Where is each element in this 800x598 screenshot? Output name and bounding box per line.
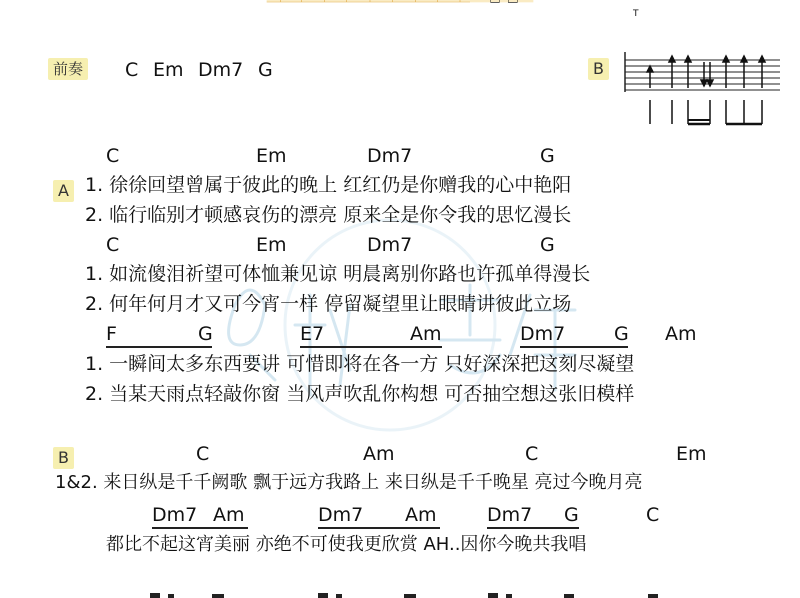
b2-chord-3: Dm7 [318, 504, 364, 526]
a2-lyric-1: 1. 如流傻泪祈望可体恤兼见谅 明晨离别你路也许孤单得漫长 [85, 263, 591, 285]
a3-chord-7: Am [665, 323, 697, 345]
b-lyric-1: 1&2. 来日纵是千千阙歌 飘于远方我路上 来日纵是千千晚星 亮过今晚月亮 [55, 472, 643, 493]
b-chord-3: C [525, 443, 539, 465]
a1-lyric-2: 2. 临行临别才顿感哀伤的漂亮 原来全是你令我的思忆漫长 [85, 204, 572, 226]
tab-t-label: T [633, 9, 639, 19]
b-lyric-2: 都比不起这宵美丽 亦绝不可使我更欣赏 AH..因你今晚共我唱 [106, 534, 587, 555]
b-chord-4: Em [676, 443, 707, 465]
a3-lyric-1: 1. 一瞬间太多东西要讲 可惜即将在各一方 只好深深把这刻尽凝望 [85, 353, 635, 375]
strum-pattern-tab [620, 52, 790, 128]
a3-chord-1: F [106, 323, 117, 345]
b-chord-2: Am [363, 443, 395, 465]
b2-chord-1: Dm7 [152, 504, 198, 526]
a2-chord-4: G [540, 234, 555, 256]
bottom-cutoff-fragment [0, 588, 800, 598]
a3-chord-2: G [198, 323, 213, 345]
a1-chord-3: Dm7 [367, 145, 413, 167]
b-chord-1: C [196, 443, 210, 465]
intro-tag: 前奏 [48, 58, 88, 80]
a1-chord-4: G [540, 145, 555, 167]
b2-chord-5: Dm7 [487, 504, 533, 526]
a3-chord-underline-1 [106, 346, 212, 348]
a3-chord-underline-2 [300, 346, 442, 348]
b2-chord-4: Am [405, 504, 437, 526]
b2-chord-2: Am [213, 504, 245, 526]
a3-chord-5: Dm7 [520, 323, 566, 345]
a3-chord-underline-3 [520, 346, 628, 348]
a3-chord-6: G [614, 323, 629, 345]
intro-chord-3: Dm7 [198, 59, 244, 81]
a3-chord-4: Am [410, 323, 442, 345]
section-b-tag: B [53, 447, 74, 469]
a1-lyric-1: 1. 徐徐回望曾属于彼此的晚上 红红仍是你赠我的心中艳阳 [85, 174, 572, 196]
b2-chord-underline-1 [152, 527, 248, 529]
intro-chord-2: Em [153, 59, 184, 81]
a3-lyric-2: 2. 当某天雨点轻敲你窗 当风声吹乱你构想 可否抽空想这张旧模样 [85, 383, 635, 405]
intro-chord-1: C [125, 59, 139, 81]
a2-chord-2: Em [256, 234, 287, 256]
a2-chord-3: Dm7 [367, 234, 413, 256]
strum-tag: B [588, 58, 609, 80]
top-staff-fragment [0, 0, 800, 10]
a3-chord-3: E7 [300, 323, 325, 345]
b2-chord-6: G [564, 504, 579, 526]
a2-chord-1: C [106, 234, 120, 256]
a1-chord-2: Em [256, 145, 287, 167]
b2-chord-underline-2 [318, 527, 440, 529]
b2-chord-underline-3 [487, 527, 579, 529]
b2-chord-7: C [646, 504, 660, 526]
intro-chord-4: G [258, 59, 273, 81]
section-a-tag: A [53, 180, 74, 202]
a1-chord-1: C [106, 145, 120, 167]
a2-lyric-2: 2. 何年何月才又可今宵一样 停留凝望里让眼睛讲彼此立场 [85, 293, 572, 315]
